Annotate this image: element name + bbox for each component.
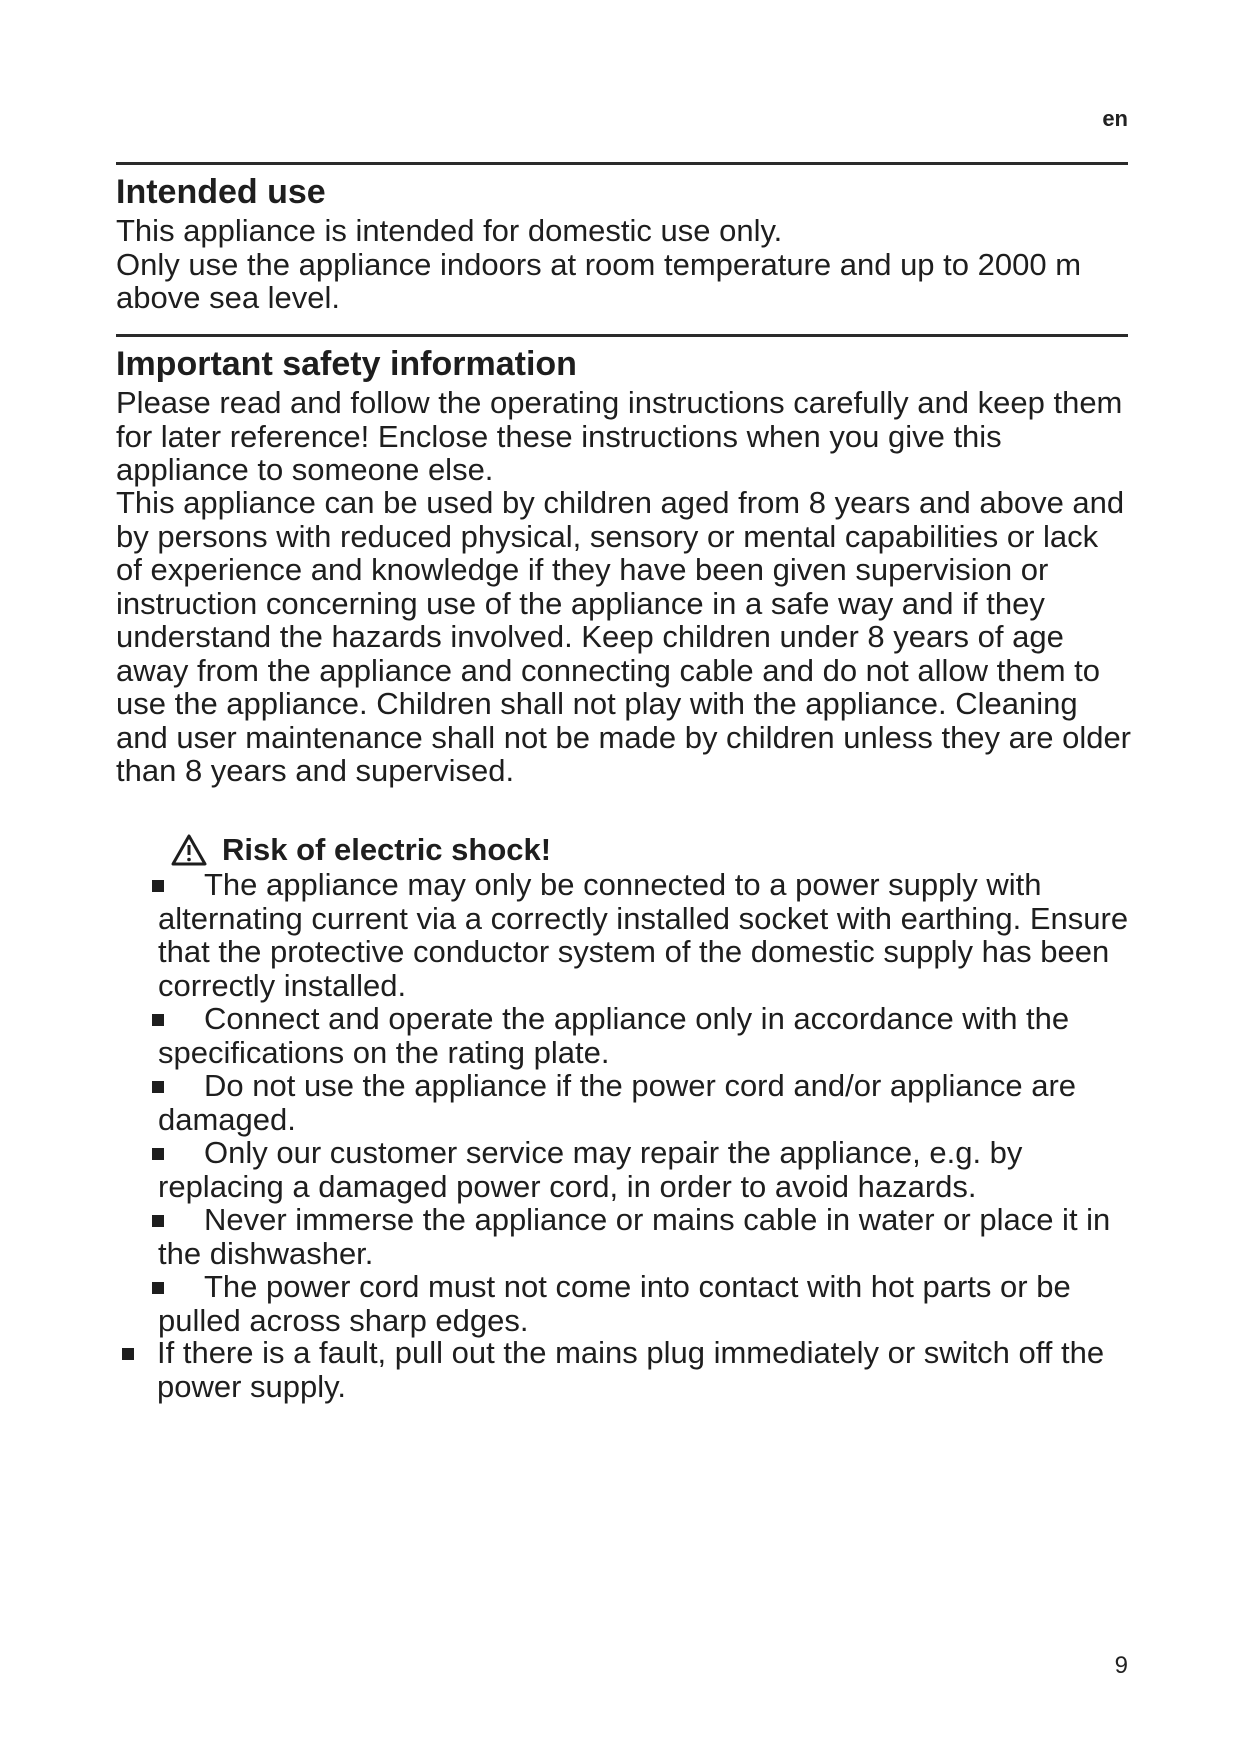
page-number: 9: [1114, 1652, 1128, 1679]
bullet-square-icon: [152, 1282, 164, 1294]
list-item: Never immerse the appliance or mains cable in water or place it in the dishwasher.: [146, 1203, 1146, 1270]
safety-heading: Important safety information: [116, 345, 577, 383]
intended-use-text: [116, 214, 1131, 315]
electric-shock-bullet-list: [146, 868, 1146, 1337]
intended-use-heading: Intended use: [116, 173, 326, 211]
intended-use-line-2: Only use the appliance indoors at room temperature and up to 2000 m above sea level.: [116, 246, 1082, 315]
bullet-square-icon: [152, 1081, 164, 1093]
children-safety-text: This appliance can be used by children aged from 8 years and above and by persons with reduced physical, sensory or mental capabilities or lack of experience and knowledge if they have been given supervision or instruction concerning use of the appliance in a safe way and if they understand the hazards involved. Keep children under 8 years of age away from the appliance and connecting cable and do not allow them to use the appliance. Children shall not play with the appliance. Cleaning and user maintenance shall not be made by children unless they are older than 8 years and supervised.: [116, 485, 1132, 788]
warning-triangle-icon: [170, 833, 208, 867]
list-item: Do not use the appliance if the power cord and/or appliance are damaged.: [146, 1069, 1146, 1136]
section-divider: [116, 162, 1128, 165]
bullet-square-icon: [152, 1014, 164, 1026]
list-item: The appliance may only be connected to a power supply with alternating current via a correctly installed socket with earthing. Ensure that the protective conductor system of the domestic supply has been correctly installed.: [146, 868, 1146, 1002]
electric-shock-warning: [170, 832, 551, 868]
warning-title: Risk of electric shock!: [222, 832, 552, 867]
bullet-square-icon: [152, 1215, 164, 1227]
list-item: Only our customer service may repair the appliance, e.g. by replacing a damaged power cord, in order to avoid hazards.: [146, 1136, 1146, 1203]
language-label: en: [1102, 106, 1128, 131]
section-divider: [116, 334, 1128, 337]
list-item: The power cord must not come into contact with hot parts or be pulled across sharp edges.: [146, 1270, 1146, 1337]
intended-use-line-1: This appliance is intended for domestic use only.: [116, 213, 783, 248]
safety-intro: Please read and follow the operating instructions carefully and keep them for later reference! Enclose these instructions when you give this appliance to someone else.: [116, 385, 1123, 487]
bullet-square-icon: [122, 1348, 134, 1360]
bullet-square-icon: [152, 1148, 164, 1160]
bullet-square-icon: [152, 880, 164, 892]
fault-bullet: If there is a fault, pull out the mains plug immediately or switch off the power supply.: [116, 1336, 1126, 1403]
list-item: Connect and operate the appliance only in accordance with the specifications on the rating plate.: [146, 1002, 1146, 1069]
